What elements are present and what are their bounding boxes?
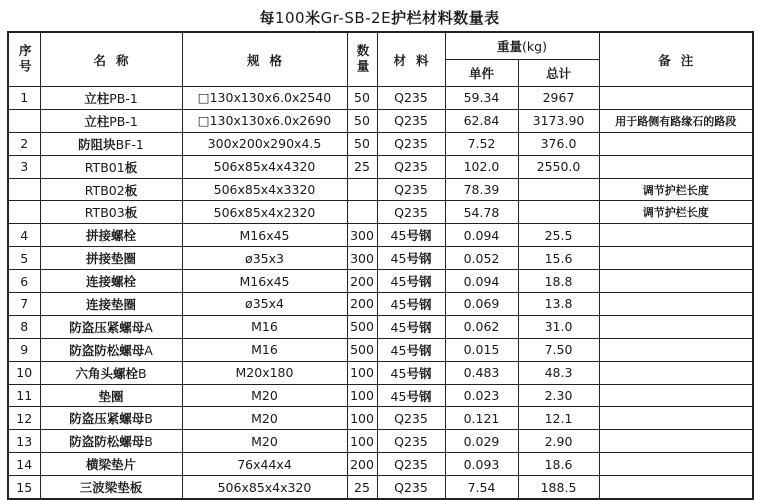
table-cell: 25.5 — [518, 224, 599, 247]
table-cell: 3 — [8, 155, 40, 178]
header-material: 材 料 — [377, 32, 445, 87]
table-row — [8, 293, 753, 316]
table-cell: 200 — [347, 453, 377, 476]
table-cell: 拼接螺栓 — [40, 224, 182, 247]
table-cell: 500 — [347, 315, 377, 338]
table-cell: 45号钢 — [377, 361, 445, 384]
table-cell: 18.6 — [518, 453, 599, 476]
table-cell — [599, 430, 753, 453]
table-cell: 45号钢 — [377, 384, 445, 407]
table-cell: M16 — [182, 315, 347, 338]
header-remark: 备 注 — [599, 32, 753, 87]
table-cell: 18.8 — [518, 270, 599, 293]
table-cell: M16 — [182, 338, 347, 361]
table-cell: 防阻块BF-1 — [40, 132, 182, 155]
table-cell: 7.50 — [518, 338, 599, 361]
header-weight-total: 总计 — [518, 60, 599, 87]
table-cell: 2.90 — [518, 430, 599, 453]
table-cell: RTB03板 — [40, 201, 182, 224]
table-cell: 45号钢 — [377, 315, 445, 338]
table-body — [8, 87, 753, 500]
table-cell — [599, 407, 753, 430]
page-title: 每100米Gr-SB-2E护栏材料数量表 — [259, 9, 500, 27]
table-cell: 连接垫圈 — [40, 293, 182, 316]
table-cell: Q235 — [377, 453, 445, 476]
table-cell — [347, 178, 377, 201]
header-serial: 序号 — [8, 32, 40, 87]
table-cell: □130x130x6.0x2690 — [182, 109, 347, 132]
table-cell: 102.0 — [445, 155, 518, 178]
table-cell: 2550.0 — [518, 155, 599, 178]
table-cell: 10 — [8, 361, 40, 384]
header-weight-unit: 单件 — [445, 60, 518, 87]
table-cell: 200 — [347, 293, 377, 316]
table-cell: 300x200x290x4.5 — [182, 132, 347, 155]
table-cell: 12 — [8, 407, 40, 430]
table-cell: 500 — [347, 338, 377, 361]
table-cell: 7.54 — [445, 476, 518, 499]
table-row — [8, 155, 753, 178]
table-cell: 100 — [347, 407, 377, 430]
table-cell: 7 — [8, 293, 40, 316]
table-cell: Q235 — [377, 155, 445, 178]
table-cell: 防盗防松螺母A — [40, 338, 182, 361]
table-cell: 76x44x4 — [182, 453, 347, 476]
table-row — [8, 109, 753, 132]
table-row — [8, 453, 753, 476]
table-cell — [599, 247, 753, 270]
table-cell: M20 — [182, 407, 347, 430]
table-row — [8, 224, 753, 247]
table-cell — [518, 178, 599, 201]
table-cell: 2 — [8, 132, 40, 155]
table-cell: 506x85x4x3320 — [182, 178, 347, 201]
table-row — [8, 361, 753, 384]
table-cell — [599, 453, 753, 476]
table-cell: 62.84 — [445, 109, 518, 132]
table-cell — [599, 87, 753, 110]
table-cell: Q235 — [377, 178, 445, 201]
header-qty: 数量 — [347, 32, 377, 87]
table-cell — [8, 109, 40, 132]
table-cell: 5 — [8, 247, 40, 270]
table-row — [8, 178, 753, 201]
table-cell: 0.094 — [445, 224, 518, 247]
table-cell — [8, 178, 40, 201]
table-cell: 立柱PB-1 — [40, 109, 182, 132]
table-cell: M16x45 — [182, 224, 347, 247]
table-cell: 防盗防松螺母B — [40, 430, 182, 453]
table-cell: 59.34 — [445, 87, 518, 110]
table-cell: 横梁垫片 — [40, 453, 182, 476]
table-cell: M20x180 — [182, 361, 347, 384]
table-cell: 0.069 — [445, 293, 518, 316]
table-cell: Q235 — [377, 109, 445, 132]
table-cell: 0.483 — [445, 361, 518, 384]
table-cell: Q235 — [377, 87, 445, 110]
table-cell: 调节护栏长度 — [599, 178, 753, 201]
table-cell: 0.094 — [445, 270, 518, 293]
header-name: 名 称 — [40, 32, 182, 87]
table-cell: ø35x4 — [182, 293, 347, 316]
table-cell: 六角头螺栓B — [40, 361, 182, 384]
table-cell: 防盗压紧螺母A — [40, 315, 182, 338]
table-cell — [518, 201, 599, 224]
table-cell: 78.39 — [445, 178, 518, 201]
table-cell: 376.0 — [518, 132, 599, 155]
table-cell: 2.30 — [518, 384, 599, 407]
table-cell: ø35x3 — [182, 247, 347, 270]
table-row — [8, 270, 753, 293]
table-cell: M16x45 — [182, 270, 347, 293]
table-cell: 0.029 — [445, 430, 518, 453]
table-cell — [599, 293, 753, 316]
table-header — [8, 32, 753, 87]
table-row — [8, 338, 753, 361]
table-cell: 0.121 — [445, 407, 518, 430]
table-cell: 13.8 — [518, 293, 599, 316]
table-cell: 48.3 — [518, 361, 599, 384]
table-cell: 立柱PB-1 — [40, 87, 182, 110]
table-cell: 14 — [8, 453, 40, 476]
table-cell: 0.052 — [445, 247, 518, 270]
table-cell: Q235 — [377, 201, 445, 224]
table-cell: 506x85x4x4320 — [182, 155, 347, 178]
table-row — [8, 407, 753, 430]
table-cell: 506x85x4x320 — [182, 476, 347, 499]
table-cell: 15.6 — [518, 247, 599, 270]
table-cell: 12.1 — [518, 407, 599, 430]
table-cell: 1 — [8, 87, 40, 110]
table-cell: 31.0 — [518, 315, 599, 338]
table-cell: 9 — [8, 338, 40, 361]
table-cell: 2967 — [518, 87, 599, 110]
table-cell: M20 — [182, 384, 347, 407]
table-row — [8, 87, 753, 110]
table-cell — [599, 384, 753, 407]
table-cell: Q235 — [377, 407, 445, 430]
table-cell: 45号钢 — [377, 247, 445, 270]
table-cell: 13 — [8, 430, 40, 453]
table-cell — [599, 476, 753, 499]
table-cell — [347, 201, 377, 224]
table-cell: 45号钢 — [377, 338, 445, 361]
table-cell: 0.093 — [445, 453, 518, 476]
table-row — [8, 247, 753, 270]
table-cell: 100 — [347, 361, 377, 384]
table-cell: 8 — [8, 315, 40, 338]
table-cell: 50 — [347, 132, 377, 155]
table-cell: 45号钢 — [377, 293, 445, 316]
header-weight: 重量(kg) — [445, 32, 599, 60]
material-quantity-table — [7, 31, 754, 500]
table-row — [8, 476, 753, 499]
table-cell: 25 — [347, 476, 377, 499]
table-cell: 拼接垫圈 — [40, 247, 182, 270]
table-row — [8, 132, 753, 155]
table-cell: 100 — [347, 430, 377, 453]
table-cell: 4 — [8, 224, 40, 247]
table-cell: 506x85x4x2320 — [182, 201, 347, 224]
table-cell: 54.78 — [445, 201, 518, 224]
table-cell — [599, 132, 753, 155]
table-cell: Q235 — [377, 476, 445, 499]
table-cell — [599, 338, 753, 361]
table-cell: 0.015 — [445, 338, 518, 361]
header-spec: 规 格 — [182, 32, 347, 87]
table-cell: 用于路侧有路缘石的路段 — [599, 109, 753, 132]
table-cell — [599, 224, 753, 247]
table-cell — [599, 155, 753, 178]
table-cell: 11 — [8, 384, 40, 407]
table-cell: □130x130x6.0x2540 — [182, 87, 347, 110]
table-cell — [599, 315, 753, 338]
table-cell — [8, 201, 40, 224]
table-cell — [599, 361, 753, 384]
table-cell: RTB01板 — [40, 155, 182, 178]
table-cell: 50 — [347, 87, 377, 110]
table-cell: 3173.90 — [518, 109, 599, 132]
table-cell: 6 — [8, 270, 40, 293]
table-cell: 50 — [347, 109, 377, 132]
table-cell: 25 — [347, 155, 377, 178]
table-cell: 15 — [8, 476, 40, 499]
table-cell: 300 — [347, 247, 377, 270]
table-cell: 防盗压紧螺母B — [40, 407, 182, 430]
table-cell: 100 — [347, 384, 377, 407]
table-cell: 三波梁垫板 — [40, 476, 182, 499]
table-cell: 7.52 — [445, 132, 518, 155]
table-cell: 垫圈 — [40, 384, 182, 407]
table-cell: 200 — [347, 270, 377, 293]
table-cell: 45号钢 — [377, 224, 445, 247]
table-row — [8, 384, 753, 407]
table-cell: 0.062 — [445, 315, 518, 338]
table-cell: 188.5 — [518, 476, 599, 499]
table-cell — [599, 270, 753, 293]
table-row — [8, 315, 753, 338]
table-cell: M20 — [182, 430, 347, 453]
table-row — [8, 201, 753, 224]
table-cell: 45号钢 — [377, 270, 445, 293]
table-cell: 0.023 — [445, 384, 518, 407]
table-cell: 300 — [347, 224, 377, 247]
table-cell: Q235 — [377, 132, 445, 155]
table-cell: 连接螺栓 — [40, 270, 182, 293]
table-cell: Q235 — [377, 430, 445, 453]
table-cell: RTB02板 — [40, 178, 182, 201]
table-row — [8, 430, 753, 453]
table-cell: 调节护栏长度 — [599, 201, 753, 224]
